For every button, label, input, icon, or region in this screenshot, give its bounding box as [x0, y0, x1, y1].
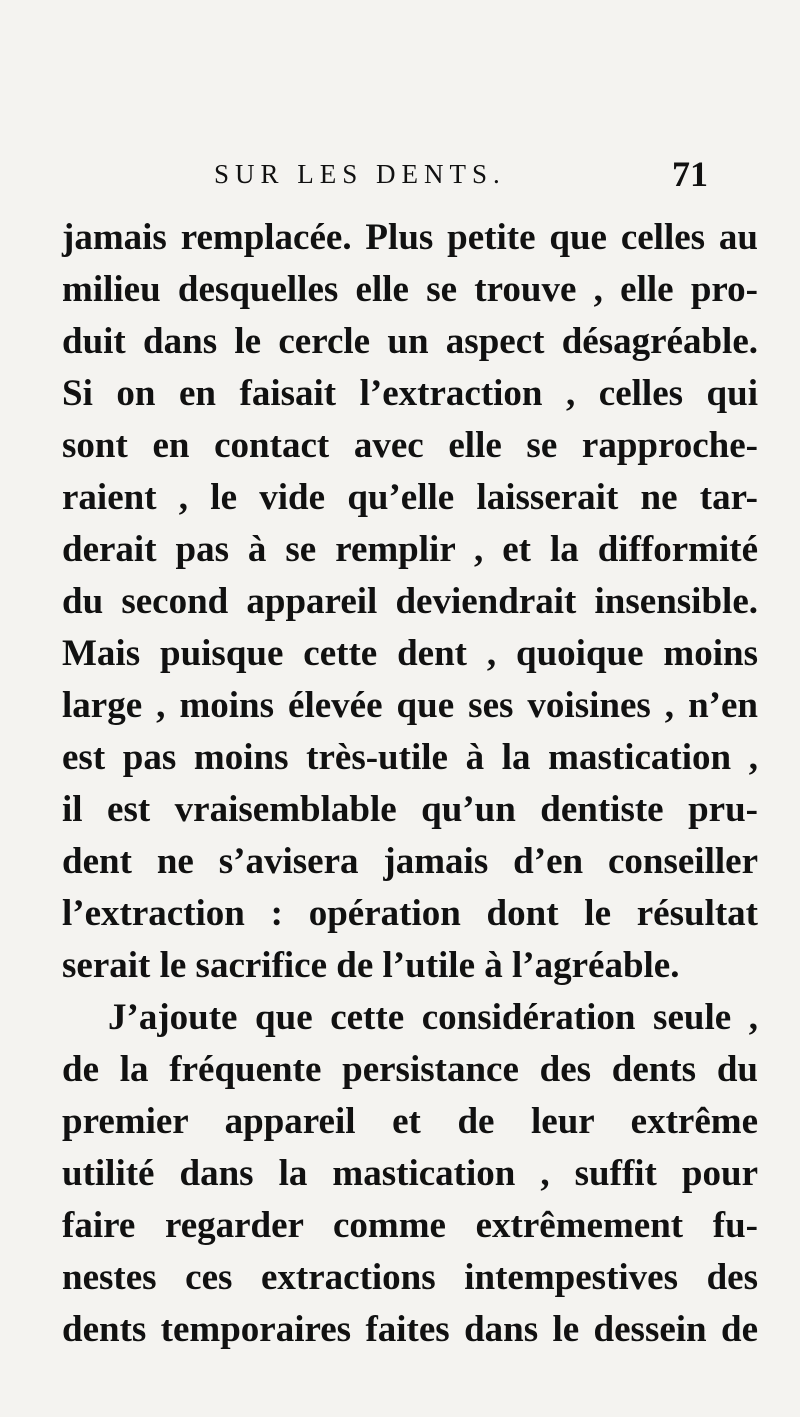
text-line: duit dans le cercle un aspect désagréable.	[62, 321, 758, 362]
text-line: milieu desquelles elle se trouve , elle pro-	[62, 269, 758, 310]
text-line: jamais remplacée. Plus petite que celles au	[62, 217, 758, 258]
text-line: il est vraisemblable qu’un dentiste pru-	[62, 789, 758, 830]
text-line: du second appareil deviendrait insensible.	[62, 581, 758, 622]
text-line: dent ne s’avisera jamais d’en conseiller	[62, 841, 758, 882]
text-line: premier appareil et de leur extrême	[62, 1101, 758, 1142]
text-line: de la fréquente persistance des dents du	[62, 1049, 758, 1090]
body-text	[62, 212, 758, 1356]
page-header	[0, 153, 800, 203]
text-line: J’ajoute que cette considération seule ,	[108, 997, 758, 1038]
text-line: Mais puisque cette dent , quoique moins	[62, 633, 758, 674]
page-number: 71	[672, 154, 708, 194]
text-line: raient , le vide qu’elle laisserait ne tar-	[62, 477, 758, 518]
text-line: large , moins élevée que ses voisines , n’en	[62, 685, 758, 726]
text-line: sont en contact avec elle se rapproche-	[62, 425, 758, 466]
text-line: faire regarder comme extrêmement fu-	[62, 1205, 758, 1246]
text-line: derait pas à se remplir , et la difformité	[62, 529, 758, 570]
text-line: l’extraction : opération dont le résultat	[62, 893, 758, 934]
text-line: dents temporaires faites dans le dessein de	[62, 1309, 758, 1350]
text-line: est pas moins très-utile à la mastication ,	[62, 737, 758, 778]
text-line: serait le sacrifice de l’utile à l’agréable.	[62, 945, 680, 986]
text-line: nestes ces extractions intempestives des	[62, 1257, 758, 1298]
text-line: utilité dans la mastication , suffit pour	[62, 1153, 758, 1194]
text-line: Si on en faisait l’extraction , celles qui	[62, 373, 758, 414]
running-title: SUR LES DENTS.	[214, 159, 506, 189]
